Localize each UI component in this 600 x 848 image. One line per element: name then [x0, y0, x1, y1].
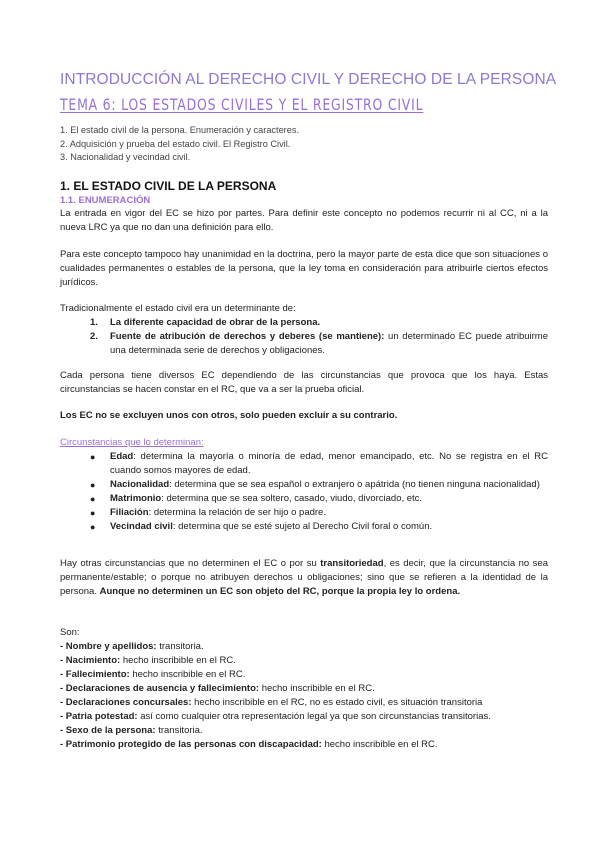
list-item	[60, 492, 548, 506]
section-heading: 1. EL ESTADO CIVIL DE LA PERSONA	[60, 179, 277, 193]
bullet-icon: ●	[90, 508, 96, 518]
list-item-bold: Fuente de atribución de derechos y deberes (se mantiene):	[110, 331, 385, 342]
list-item-text: hecho inscribible en el RC.	[259, 683, 375, 694]
paragraph-text: , es decir, que la circunstancia no sea permanente/estable; o porque no atribuyen derechos u obligaciones; sino que se refieren a la identidad de la persona.	[60, 558, 548, 597]
paragraph	[60, 248, 548, 290]
list-item-bold: - Nacimiento:	[60, 655, 121, 666]
list-item-bold: - Patria potestad:	[60, 711, 138, 722]
subsection-heading: 1.1. ENUMERACIÓN	[60, 195, 151, 206]
paragraph	[60, 207, 548, 235]
list-item-text: : determina que se sea soltero, casado, viudo, divorciado, etc.	[161, 493, 423, 504]
list-item-bold: - Patrimonio protegido de las personas con discapacidad:	[60, 739, 322, 750]
list-item	[60, 330, 548, 358]
list-item-bold: - Fallecimiento:	[60, 669, 130, 680]
key-statement: Los EC no se excluyen unos con otros, solo pueden excluir a su contrario.	[60, 410, 398, 421]
list-item-bold: Edad	[110, 451, 134, 462]
paragraph-text: Cada persona tiene diversos EC dependiendo de las circunstancias que provoca que los haya. Estas circunstancias se hacen constar en el RC, que va a ser la prueba oficial.	[60, 370, 548, 395]
emphasis-text: transitoriedad	[320, 558, 384, 569]
list-item-bold: - Sexo de la persona:	[60, 725, 156, 736]
list-item-bold: - Declaraciones de ausencia y fallecimiento:	[60, 683, 260, 694]
list-item-text: hecho inscribible en el RC.	[120, 655, 236, 666]
list-number: 2.	[90, 331, 98, 342]
list-item-text: hecho inscribible en el RC, no es estado civil, es situación transitoria	[191, 697, 483, 708]
list-item	[60, 696, 548, 710]
course-title: INTRODUCCIÓN AL DERECHO CIVIL Y DERECHO DE LA PERSONA	[60, 71, 557, 88]
list-item	[60, 478, 548, 492]
list-item	[60, 682, 548, 696]
list-item-text: : determina la relación de ser hijo o padre.	[148, 507, 326, 518]
paragraph-text: Hay otras circunstancias que no determinen el EC o por su	[60, 558, 321, 569]
list-item-text: : determina la mayoría o minoría de edad, menor emancipado, etc. No se registra en el RC cuando somos mayores de edad.	[110, 451, 548, 476]
list-item	[60, 316, 548, 330]
list-item	[60, 450, 548, 478]
bullet-list	[60, 450, 548, 534]
paragraph	[60, 557, 548, 599]
list-item-text: así como cualquier otra representación legal ya que son circunstancias transitorias.	[137, 711, 491, 722]
list-item	[60, 654, 548, 668]
list-item	[60, 520, 548, 534]
toc-item: 3. Nacionalidad y vecindad civil.	[60, 152, 191, 162]
list-item-text: un determinado EC puede atribuirme una determinada serie de derechos y obligaciones.	[110, 331, 548, 356]
table-of-contents	[60, 124, 299, 165]
bullet-icon: ●	[90, 452, 96, 462]
list-label: Son:	[60, 627, 80, 638]
toc-item: 1. El estado civil de la persona. Enumeración y caracteres.	[60, 125, 299, 135]
paragraph-text: Tradicionalmente el estado civil era un determinante de:	[60, 303, 296, 314]
list-item	[60, 640, 548, 654]
paragraph-text: Para este concepto tampoco hay unanimidad en la doctrina, pero la mayor parte de esta dice que son situaciones o cualidades permanentes o estables de la persona, que la ley toma en consideración para atribuirle ciertos efectos jurídicos.	[60, 249, 548, 288]
list-item-text: transitoria.	[155, 725, 203, 736]
paragraph	[60, 409, 548, 423]
list-item-text: hecho inscribible en el RC.	[129, 669, 246, 680]
bullet-icon: ●	[90, 480, 96, 490]
bullet-icon: ●	[90, 494, 96, 504]
list-item-bold: Vecindad civil	[110, 521, 173, 532]
circumstances-block	[60, 436, 548, 534]
list-item-text: : determina que se esté sujeto al Derecho Civil foral o común.	[172, 521, 433, 532]
list-item-bold: - Declaraciones concursales:	[60, 697, 192, 708]
list-item-text: : determina que se sea español o extranjero o apátrida (no tienen ninguna nacionalidad)	[169, 479, 540, 490]
list-item-bold: Matrimonio	[110, 493, 162, 504]
list-number: 1.	[90, 317, 98, 328]
paragraph	[60, 302, 548, 358]
list-item	[60, 710, 548, 724]
list-item	[60, 506, 548, 520]
list-item	[60, 668, 548, 682]
paragraph-text: La entrada en vigor del EC se hizo por partes. Para definir este concepto no podemos recurrir ni al CC, ni a la nueva LRC ya que no dan una definición para ello.	[60, 208, 548, 233]
list-item-bold: Nacionalidad	[110, 479, 170, 490]
list-item-text: transitoria.	[156, 641, 204, 652]
list-item-bold: Filiación	[110, 507, 149, 518]
topic-title: TEMA 6: LOS ESTADOS CIVILES Y EL REGISTRO CIVIL	[60, 95, 424, 114]
toc-item: 2. Adquisición y prueba del estado civil. El Registro Civil.	[60, 138, 291, 149]
list-item	[60, 724, 548, 738]
circumstances-list	[60, 626, 548, 752]
list-item-bold: La diferente capacidad de obrar de la persona.	[110, 317, 321, 328]
bullet-icon: ●	[90, 522, 96, 532]
list-item-bold: - Nombre y apellidos:	[60, 641, 157, 652]
numbered-list	[60, 316, 548, 358]
circumstances-link[interactable]: Circunstancias que lo determinan:	[60, 437, 204, 448]
emphasis-text: Aunque no determinen un EC son objeto del RC, porque la propia ley lo ordena.	[99, 586, 461, 597]
paragraph	[60, 369, 548, 397]
list-item	[60, 738, 548, 752]
list-item-text: hecho inscribible en el RC.	[321, 739, 438, 750]
